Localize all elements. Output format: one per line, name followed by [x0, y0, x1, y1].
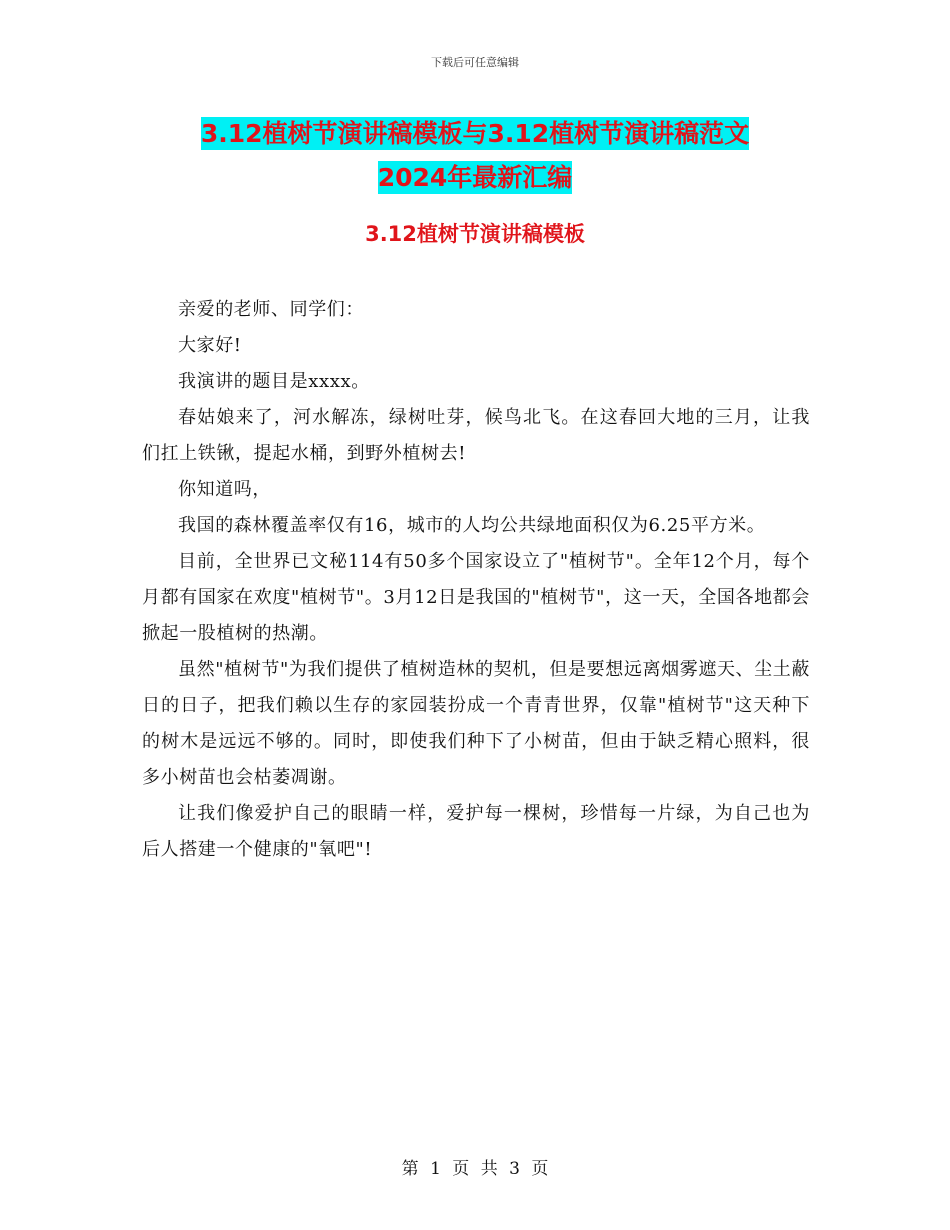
paragraph: 春姑娘来了，河水解冻，绿树吐芽，候鸟北飞。在这春回大地的三月，让我们扛上铁锹，提起水桶，到野外植树去!: [142, 407, 810, 464]
paragraph: 目前，全世界已文秘114有50多个国家设立了"植树节"。全年12个月，每个月都有国家在欢度"植树节"。3月12日是我国的"植树节"，这一天，全国各地都会掀起一股植树的热潮。: [142, 551, 810, 644]
page-number: 第 1 页 共 3 页: [401, 1159, 549, 1179]
section-title: 3.12植树节演讲稿模板: [365, 222, 585, 246]
paragraph: 虽然"植树节"为我们提供了植树造林的契机，但是要想远离烟雾遮天、尘土蔽日的日子，把我们赖以生存的家园装扮成一个青青世界，仅靠"植树节"这天种下的树木是远远不够的。同时，即使我们种下了小树苗，但由于缺乏精心照料，很多小树苗也会枯萎凋谢。: [142, 659, 810, 788]
paragraph: 大家好!: [178, 335, 242, 356]
header-note: 下载后可任意编辑: [431, 56, 519, 69]
body-text: [142, 292, 810, 868]
paragraph: 我国的森林覆盖率仅有16，城市的人均公共绿地面积仅为6.25平方米。: [178, 515, 766, 536]
document-title: [0, 112, 950, 200]
paragraph: 让我们像爱护自己的眼睛一样，爱护每一棵树，珍惜每一片绿，为自己也为后人搭建一个健康的"氧吧"!: [142, 803, 810, 860]
title-line-1: 3.12植树节演讲稿模板与3.12植树节演讲稿范文: [200, 119, 750, 148]
paragraph: 我演讲的题目是xxxx。: [178, 371, 370, 392]
paragraph: 亲爱的老师、同学们：: [178, 299, 364, 320]
paragraph: 你知道吗，: [178, 479, 271, 500]
title-line-2: 2024年最新汇编: [377, 163, 573, 192]
